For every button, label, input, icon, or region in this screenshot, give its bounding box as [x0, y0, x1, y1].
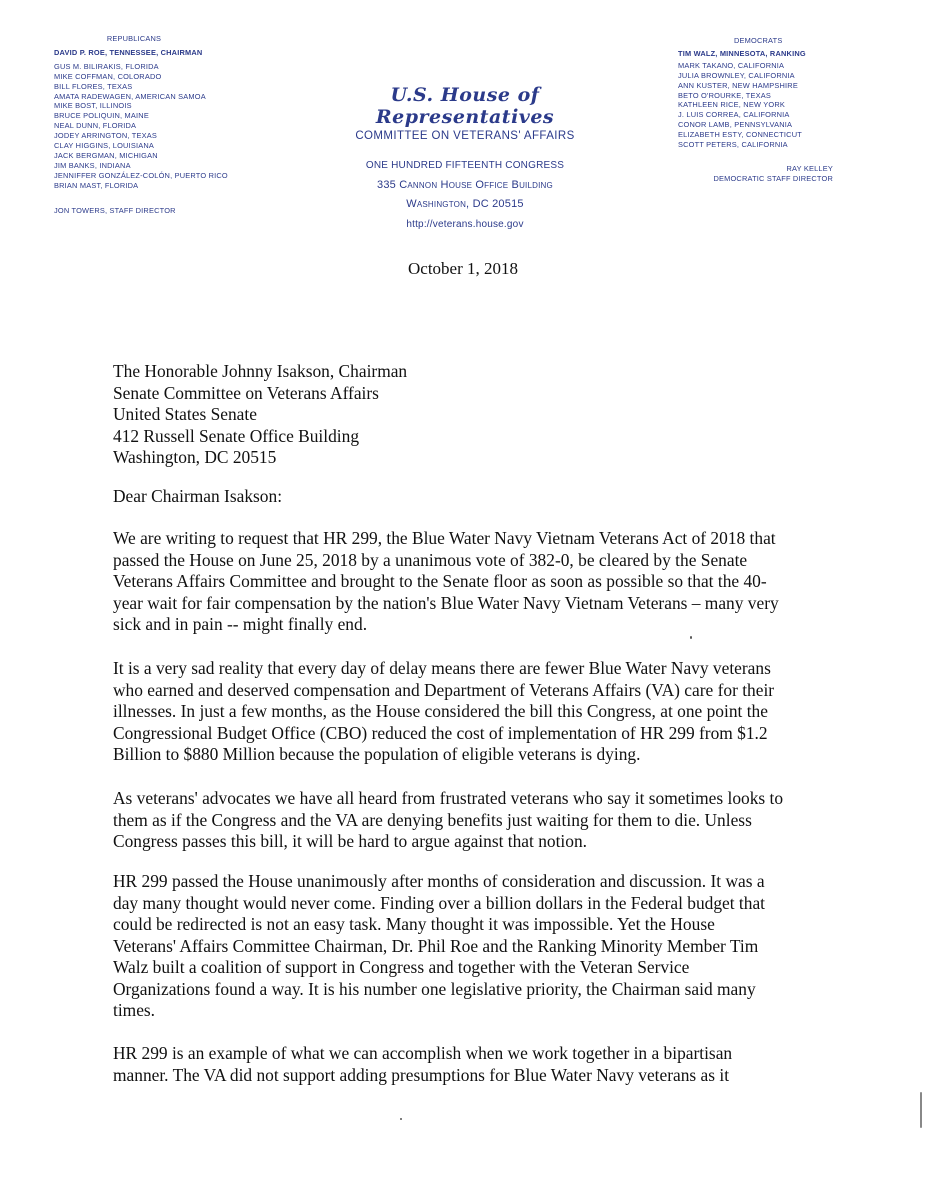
text-line: Organizations found a way. It is his number one legislative priority, the Chairman said many [113, 978, 756, 999]
staff-director-name: RAY KELLEY [786, 163, 833, 173]
text-line: times. [113, 1000, 156, 1020]
democrat-members [678, 61, 908, 150]
address-line: United States Senate [113, 404, 257, 424]
committee-name: COMMITTEE ON VETERANS' AFFAIRS [355, 130, 575, 142]
member-name: KATHLEEN RICE, NEW YORK [678, 100, 785, 110]
chairman-name: DAVID P. ROE, TENNESSEE, CHAIRMAN [54, 47, 203, 57]
member-name: CLAY HIGGINS, LOUISIANA [54, 141, 155, 151]
text-line: manner. The VA did not support adding presumptions for Blue Water Navy veterans as it [113, 1064, 730, 1085]
member-name: ELIZABETH ESTY, CONNECTICUT [678, 130, 802, 140]
text-line: As veterans' advocates we have all heard from frustrated veterans who say it sometimes looks to [113, 788, 784, 808]
congress-name: ONE HUNDRED FIFTEENTH CONGRESS [365, 160, 565, 171]
office-address: 335 Cannon House Office Building [377, 178, 553, 191]
member-name: NEAL DUNN, FLORIDA [54, 121, 137, 131]
text-line: Walz built a coalition of support in Congress and together with the Veteran Service [113, 957, 690, 977]
member-name: MARK TAKANO, CALIFORNIA [678, 60, 785, 70]
house-name: U.S. House of Representatives [375, 84, 555, 128]
member-name: ANN KUSTER, NEW HAMPSHIRE [678, 80, 798, 90]
member-name: BRIAN MAST, FLORIDA [54, 180, 139, 190]
republican-staff-director: JON TOWERS, STAFF DIRECTOR [54, 205, 176, 215]
text-line: who earned and deserved compensation and Department of Veterans Affairs (VA) care for their [113, 679, 775, 700]
member-name: J. LUIS CORREA, CALIFORNIA [678, 110, 790, 120]
scan-speck [920, 1092, 922, 1128]
democrats-heading: DEMOCRATS [734, 36, 783, 45]
member-name: BETO O'ROURKE, TEXAS [678, 90, 772, 100]
member-name: AMATA RADEWAGEN, AMERICAN SAMOA [54, 91, 206, 101]
text-line: We are writing to request that HR 299, the Blue Water Navy Vietnam Veterans Act of 2018 that [113, 528, 776, 548]
member-name: MIKE BOST, ILLINOIS [54, 101, 132, 111]
republicans-heading: REPUBLICANS [106, 34, 162, 43]
ranking-member-name: TIM WALZ, MINNESOTA, RANKING [678, 48, 806, 58]
text-line: sick and in pain -- might finally end. [113, 614, 368, 634]
body-paragraph [113, 788, 823, 853]
body-paragraph [113, 1043, 823, 1086]
address-line: Senate Committee on Veterans Affairs [113, 382, 379, 403]
member-name: BILL FLORES, TEXAS [54, 81, 133, 91]
text-line: day many thought would never come. Finding over a billion dollars in the Federal budget that [113, 892, 766, 913]
scan-speck [400, 1118, 402, 1120]
member-name: BRUCE POLIQUIN, MAINE [54, 111, 149, 121]
address-line: 412 Russell Senate Office Building [113, 425, 360, 446]
scan-speck [690, 636, 692, 639]
inside-address [113, 361, 407, 469]
address-line: The Honorable Johnny Isakson, Chairman [113, 361, 408, 381]
democrat-staff-director [678, 164, 833, 184]
member-name: JENNIFFER GONZÁLEZ-COLÓN, PUERTO RICO [54, 170, 228, 180]
text-line: Veterans' Affairs Committee Chairman, Dr. Phil Roe and the Ranking Minority Member Tim [113, 935, 759, 956]
text-line: Congress passes this bill, it will be hard to argue against that notion. [113, 831, 587, 851]
body-paragraph [113, 658, 823, 766]
text-line: It is a very sad reality that every day of delay means there are fewer Blue Water Navy veterans [113, 658, 771, 678]
letterhead-center [300, 84, 630, 234]
body-paragraph [113, 528, 823, 636]
member-name: SCOTT PETERS, CALIFORNIA [678, 140, 788, 150]
text-line: could be redirected is not an easy task. Many thought it was impossible. Yet the House [113, 914, 715, 934]
text-line: illnesses. In just a few months, as the House considered the bill this Congress, at one point the [113, 701, 768, 721]
republican-members [54, 62, 284, 191]
salutation: Dear Chairman Isakson: [113, 486, 283, 506]
staff-director-title: DEMOCRATIC STAFF DIRECTOR [713, 173, 833, 183]
text-line: passed the House on June 25, 2018 by a unanimous vote of 382-0, be cleared by the Senate [113, 549, 748, 570]
member-name: MIKE COFFMAN, COLORADO [54, 71, 162, 81]
text-line: Veterans Affairs Committee and brought to the Senate floor as soon as possible so that the 40- [113, 571, 767, 591]
text-line: Billion to $880 Million because the population of eligible veterans is dying. [113, 744, 641, 764]
text-line: Congressional Budget Office (CBO) reduced the cost of implementation of HR 299 from $1.2 [113, 722, 768, 743]
text-line: HR 299 passed the House unanimously after months of consideration and discussion. It was a [113, 871, 765, 891]
member-name: JIM BANKS, INDIANA [54, 160, 131, 170]
text-line: them as if the Congress and the VA are denying benefits just waiting for them to die. Unless [113, 809, 752, 830]
address-line: Washington, DC 20515 [113, 447, 277, 467]
member-name: CONOR LAMB, PENNSYLVANIA [678, 120, 793, 130]
member-name: JODEY ARRINGTON, TEXAS [54, 131, 157, 141]
letter-date: October 1, 2018 [408, 259, 519, 278]
republican-roster [54, 34, 284, 216]
democrat-roster [678, 36, 908, 184]
body-paragraph [113, 871, 823, 1022]
text-line: year wait for fair compensation by the nation's Blue Water Navy Vietnam Veterans – many very [113, 592, 779, 613]
member-name: JULIA BROWNLEY, CALIFORNIA [678, 70, 795, 80]
city-address: Washington, DC 20515 [406, 198, 524, 210]
member-name: GUS M. BILIRAKIS, FLORIDA [54, 61, 159, 71]
member-name: JACK BERGMAN, MICHIGAN [54, 150, 158, 160]
website-link[interactable]: http://veterans.house.gov [406, 218, 524, 230]
text-line: HR 299 is an example of what we can accomplish when we work together in a bipartisan [113, 1043, 733, 1063]
